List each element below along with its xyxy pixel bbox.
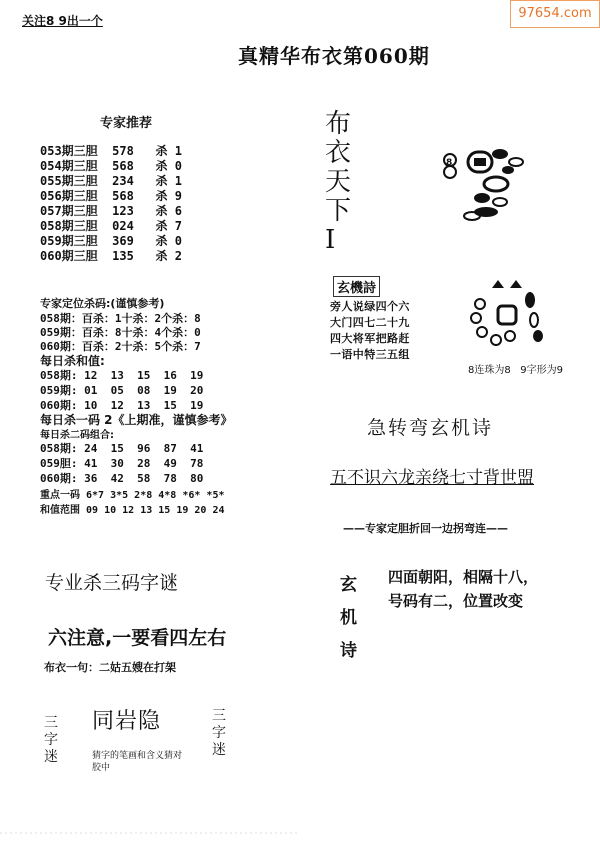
beads-figure-8-illustration [438, 140, 548, 230]
kill: 杀 0 [155, 159, 182, 173]
nums: 123 [112, 204, 134, 218]
sum-kill-heading: 每日杀和值: [40, 354, 105, 368]
riddle-word: 同岩隐 [92, 709, 162, 734]
kill: 杀 0 [155, 234, 182, 248]
watermark-badge: 97654.com [510, 0, 600, 28]
expert-row [40, 247, 182, 264]
bottom-divider [0, 828, 600, 838]
urgent-line: 五不识六龙亲绕七寸背世盟 [330, 468, 534, 488]
buyi-tianxia-vertical [325, 110, 355, 255]
locate-note: ——专家定胆折回一边拐弯连—— [343, 522, 508, 535]
daily-kill-heading: 每日杀一码 2《上期准，谨慎参考》 [40, 413, 233, 427]
daily-kill-row: 058期: 24 15 96 87 41 [40, 442, 204, 455]
period: 059期三胆 [40, 234, 98, 248]
riddle-hint: 猜字的笔画和含义猜对胶中 [92, 751, 183, 773]
char: 布 [325, 109, 352, 139]
char: 三 [212, 708, 226, 724]
nums: 578 [112, 144, 134, 158]
sum-kill-row: 060期: 10 12 13 15 19 [40, 399, 204, 412]
daily-kill-sub: 每日杀二码组合: [40, 430, 114, 441]
period: 057期三胆 [40, 204, 98, 218]
nums: 135 [112, 249, 134, 263]
period: 060期三胆 [40, 249, 98, 263]
xj-vert-char: 机 [340, 608, 357, 628]
char: 下 [325, 196, 352, 226]
kill: 杀 1 [155, 144, 182, 158]
char: 迷 [44, 749, 58, 765]
char: 字 [212, 725, 226, 741]
kill-three-title: 专业杀三码字谜 [45, 572, 179, 594]
char: 字 [44, 732, 58, 748]
right-vertical-label [210, 708, 228, 759]
left-vertical-label [42, 715, 60, 766]
kill: 杀 9 [155, 189, 182, 203]
char: 衣 [325, 138, 352, 168]
xj-vert-char: 诗 [340, 641, 357, 661]
char: 三 [44, 715, 58, 731]
period: 054期三胆 [40, 159, 98, 173]
buyi-line: 布衣一句：二姑五嫂在打架 [44, 661, 176, 674]
beads-figure-9-illustration [458, 270, 558, 358]
xj-poem-line: 四面朝阳，相隔十八， [388, 568, 539, 586]
period: 055期三胆 [40, 174, 98, 188]
urgent-title: 急转弯玄机诗 [367, 417, 494, 439]
nums: 568 [112, 189, 134, 203]
locate-kill-row: 059期：百杀：8十杀：4个杀：0 [40, 326, 201, 339]
expert-heading: 专家推荐 [100, 116, 153, 131]
kill: 杀 2 [155, 249, 182, 263]
xuanji-row: 一语中特三五组 [330, 348, 410, 361]
char: I [325, 225, 336, 255]
period: 056期三胆 [40, 189, 98, 203]
kill-three-riddle: 六注意,一要看四左右 [48, 627, 227, 649]
kill: 杀 6 [155, 204, 182, 218]
period: 058期三胆 [40, 219, 98, 233]
xuanji-row: 四大将军把路赶 [330, 332, 410, 345]
page-title: 真精华布衣第060期 [238, 44, 430, 68]
locate-kill-heading: 专家定位杀码:(谨慎参考) [40, 297, 165, 310]
xj-poem-line: 号码有二，位置改变 [388, 592, 524, 610]
kill: 杀 7 [155, 219, 182, 233]
xj-vert-char: 玄 [340, 575, 357, 595]
top-note: 关注8 9出一个 [22, 14, 103, 28]
kill: 杀 1 [155, 174, 182, 188]
locate-kill-row: 058期：百杀：1十杀：2个杀：8 [40, 312, 201, 325]
nums: 369 [112, 234, 134, 248]
nums: 234 [112, 174, 134, 188]
period: 053期三胆 [40, 144, 98, 158]
daily-kill-row: 060期: 36 42 58 78 80 [40, 472, 204, 485]
nums: 568 [112, 159, 134, 173]
bead-caption: 8连珠为8 9字形为9 [468, 365, 563, 376]
locate-kill-row: 060期：百杀：2十杀：5个杀：7 [40, 340, 201, 353]
xuanji-row: 旁人说绿四个六 [330, 300, 410, 313]
sum-kill-row: 059期: 01 05 08 19 20 [40, 384, 204, 397]
focus-line: 重点一码 6*7 3*5 2*8 4*8 *6* *5* [40, 490, 225, 501]
sum-range-line: 和值范围 09 10 12 13 15 19 20 24 [40, 505, 225, 516]
sum-kill-row: 058期: 12 13 15 16 19 [40, 369, 204, 382]
nums: 024 [112, 219, 134, 233]
char: 天 [325, 167, 352, 197]
xuanji-title: 玄機詩 [333, 276, 380, 297]
char: 迷 [212, 742, 226, 758]
beads-label: 8 [446, 158, 453, 168]
daily-kill-row: 059胆: 41 30 28 49 78 [40, 457, 204, 470]
xuanji-row: 大门四七二十九 [330, 316, 410, 329]
